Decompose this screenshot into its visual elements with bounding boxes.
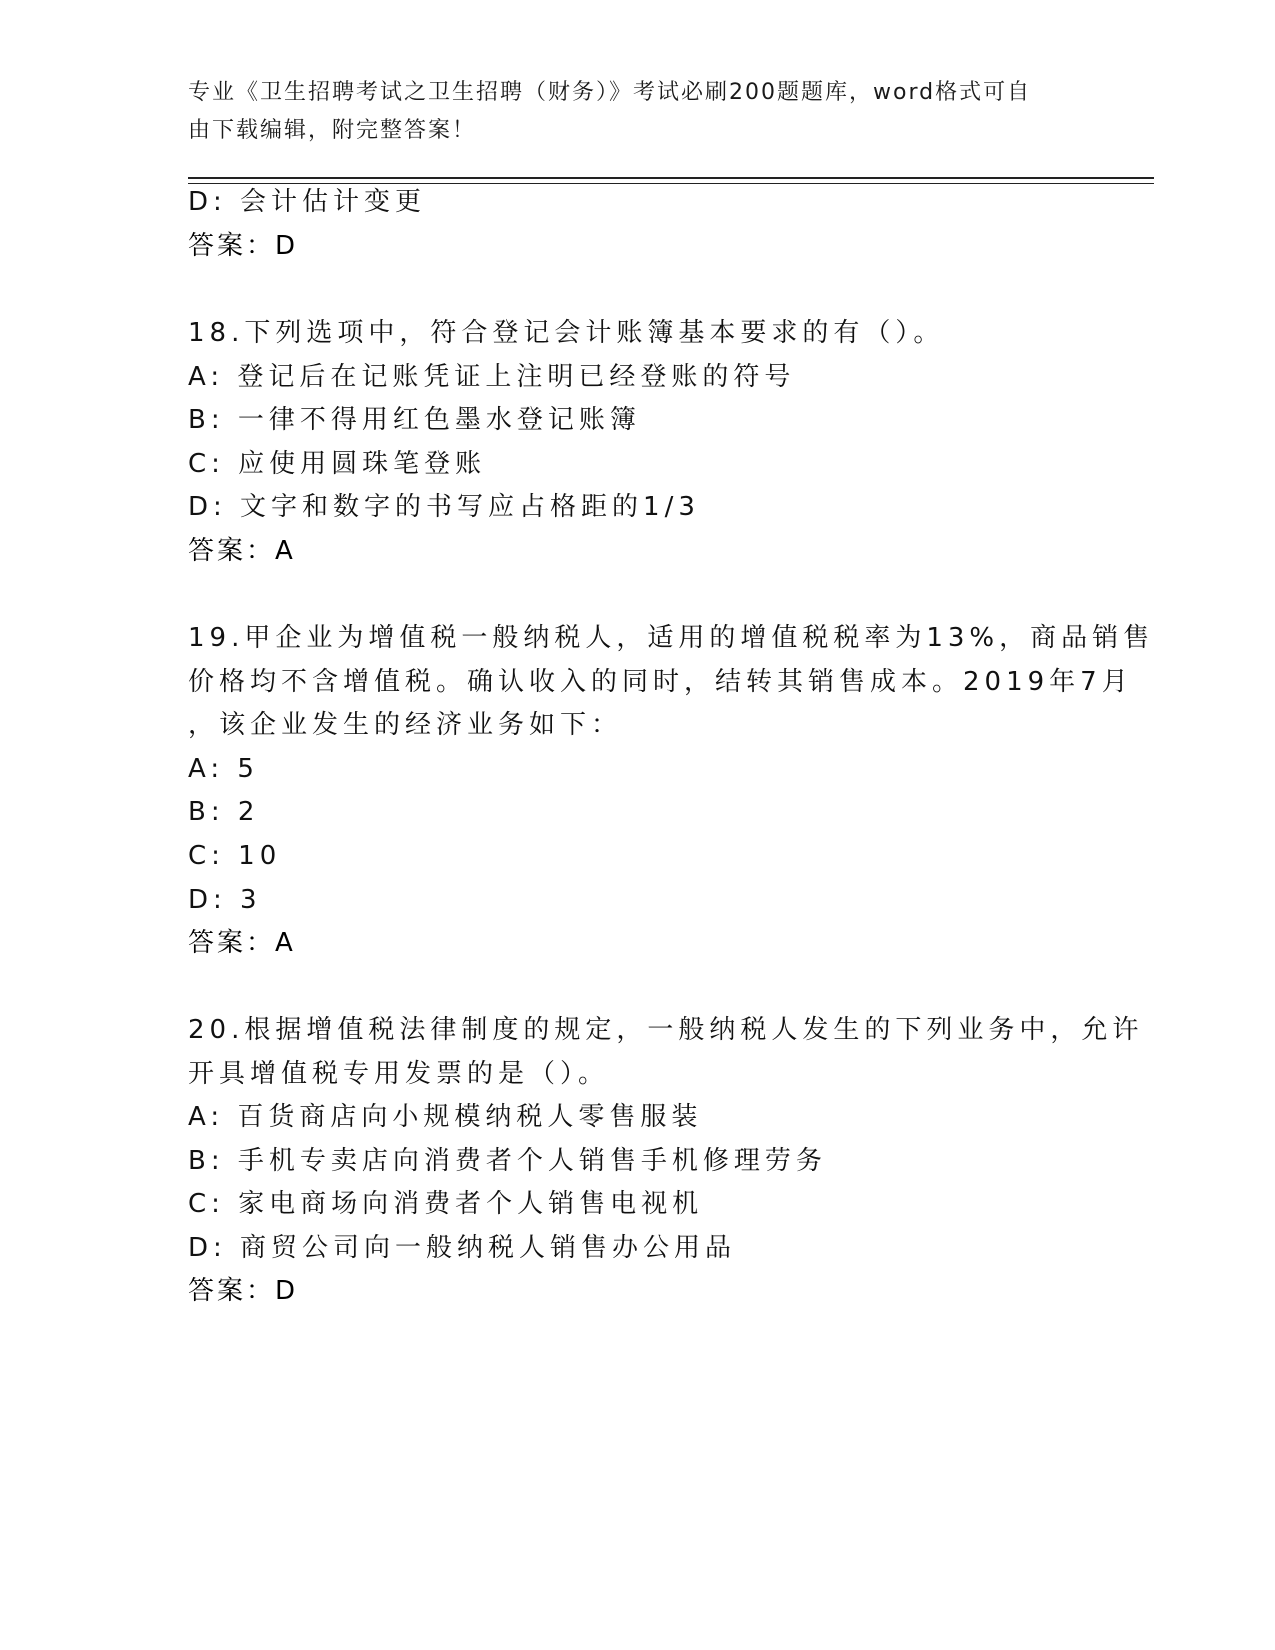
header-line-1: 专业《卫生招聘考试之卫生招聘（财务）》考试必刷200题题库，word格式可自 bbox=[188, 80, 1032, 105]
q18-option-d: D: 文字和数字的书写应占格距的1/3 bbox=[188, 492, 700, 522]
q19-stem-line-3: ，该企业发生的经济业务如下： bbox=[188, 710, 623, 740]
q20-option-d: D: 商贸公司向一般纳税人销售办公用品 bbox=[188, 1233, 737, 1263]
q19-option-a: A: 5 bbox=[188, 754, 259, 784]
header-divider-thick bbox=[188, 177, 1154, 179]
header-line-2: 由下载编辑，附完整答案！ bbox=[188, 118, 477, 143]
q20-option-b: B: 手机专卖店向消费者个人销售手机修理劳务 bbox=[188, 1146, 827, 1176]
q17-answer: 答案：D bbox=[188, 231, 299, 261]
q20-stem-line-2: 开具增值税专用发票的是（）。 bbox=[188, 1059, 610, 1089]
q19-option-b: B: 2 bbox=[188, 797, 260, 827]
q20-answer: 答案：D bbox=[188, 1276, 299, 1306]
q19-answer: 答案：A bbox=[188, 928, 296, 958]
q18-answer: 答案：A bbox=[188, 536, 296, 566]
q19-stem-line-1: 19.甲企业为增值税一般纳税人，适用的增值税税率为13%，商品销售 bbox=[188, 623, 1155, 653]
q19-option-d: D: 3 bbox=[188, 885, 262, 915]
q18-stem-line-1: 18.下列选项中，符合登记会计账簿基本要求的有（）。 bbox=[188, 318, 945, 348]
document-header bbox=[188, 74, 1078, 150]
q18-option-c: C: 应使用圆珠笔登账 bbox=[188, 449, 487, 479]
q18-option-b: B: 一律不得用红色墨水登记账簿 bbox=[188, 405, 641, 435]
q19-stem-line-2: 价格均不含增值税。确认收入的同时，结转其销售成本。2019年7月 bbox=[188, 667, 1133, 697]
q20-option-a: A: 百货商店向小规模纳税人零售服装 bbox=[188, 1102, 703, 1132]
q19-option-c: C: 10 bbox=[188, 841, 282, 871]
q18-option-a: A: 登记后在记账凭证上注明已经登账的符号 bbox=[188, 362, 796, 392]
q20-stem-line-1: 20.根据增值税法律制度的规定，一般纳税人发生的下列业务中，允许 bbox=[188, 1015, 1144, 1045]
q17-option-d: D: 会计估计变更 bbox=[188, 187, 427, 217]
q20-option-c: C: 家电商场向消费者个人销售电视机 bbox=[188, 1189, 704, 1219]
